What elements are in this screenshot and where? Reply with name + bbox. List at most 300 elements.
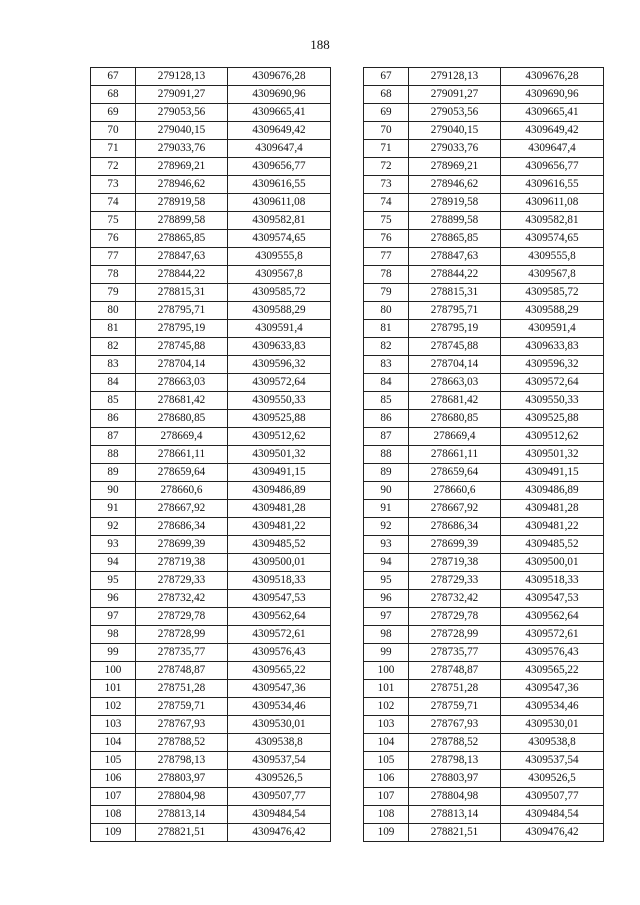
x-coordinate-cell: 278681,42	[136, 392, 228, 410]
y-coordinate-cell: 4309572,61	[501, 626, 604, 644]
point-number-cell: 76	[91, 230, 136, 248]
y-coordinate-cell: 4309501,32	[501, 446, 604, 464]
y-coordinate-cell: 4309567,8	[228, 266, 331, 284]
table-row	[91, 176, 331, 194]
point-number-cell: 91	[364, 500, 409, 518]
table-row	[91, 302, 331, 320]
x-coordinate-cell: 278704,14	[136, 356, 228, 374]
table-row	[364, 104, 604, 122]
point-number-cell: 92	[364, 518, 409, 536]
x-coordinate-cell: 278865,85	[409, 230, 501, 248]
x-coordinate-cell: 278788,52	[409, 734, 501, 752]
y-coordinate-cell: 4309656,77	[501, 158, 604, 176]
x-coordinate-cell: 278946,62	[409, 176, 501, 194]
x-coordinate-cell: 278663,03	[136, 374, 228, 392]
y-coordinate-cell: 4309484,54	[501, 806, 604, 824]
table-row	[91, 716, 331, 734]
x-coordinate-cell: 278759,71	[136, 698, 228, 716]
table-row	[91, 752, 331, 770]
table-row	[364, 158, 604, 176]
x-coordinate-cell: 278728,99	[409, 626, 501, 644]
y-coordinate-cell: 4309562,64	[228, 608, 331, 626]
point-number-cell: 75	[364, 212, 409, 230]
point-number-cell: 78	[364, 266, 409, 284]
y-coordinate-cell: 4309512,62	[228, 428, 331, 446]
table-row	[364, 446, 604, 464]
table-row	[364, 374, 604, 392]
x-coordinate-cell: 278946,62	[136, 176, 228, 194]
x-coordinate-cell: 278815,31	[409, 284, 501, 302]
y-coordinate-cell: 4309616,55	[228, 176, 331, 194]
table-row	[91, 68, 331, 86]
table-row	[91, 104, 331, 122]
y-coordinate-cell: 4309486,89	[228, 482, 331, 500]
table-row	[364, 572, 604, 590]
table-row	[91, 356, 331, 374]
x-coordinate-cell: 278803,97	[409, 770, 501, 788]
y-coordinate-cell: 4309550,33	[501, 392, 604, 410]
x-coordinate-cell: 278745,88	[409, 338, 501, 356]
y-coordinate-cell: 4309596,32	[228, 356, 331, 374]
x-coordinate-cell: 278795,19	[136, 320, 228, 338]
point-number-cell: 97	[364, 608, 409, 626]
x-coordinate-cell: 278813,14	[136, 806, 228, 824]
x-coordinate-cell: 278821,51	[409, 824, 501, 842]
point-number-cell: 78	[91, 266, 136, 284]
y-coordinate-cell: 4309555,8	[501, 248, 604, 266]
point-number-cell: 77	[364, 248, 409, 266]
table-row	[364, 680, 604, 698]
table-row	[364, 464, 604, 482]
x-coordinate-cell: 278865,85	[136, 230, 228, 248]
table-row	[91, 590, 331, 608]
x-coordinate-cell: 278767,93	[409, 716, 501, 734]
table-row	[91, 500, 331, 518]
table-row	[91, 212, 331, 230]
point-number-cell: 70	[364, 122, 409, 140]
point-number-cell: 84	[91, 374, 136, 392]
point-number-cell: 80	[364, 302, 409, 320]
point-number-cell: 89	[364, 464, 409, 482]
point-number-cell: 99	[364, 644, 409, 662]
y-coordinate-cell: 4309537,54	[228, 752, 331, 770]
y-coordinate-cell: 4309547,53	[501, 590, 604, 608]
point-number-cell: 88	[91, 446, 136, 464]
table-row	[91, 248, 331, 266]
x-coordinate-cell: 278759,71	[409, 698, 501, 716]
x-coordinate-cell: 278680,85	[136, 410, 228, 428]
x-coordinate-cell: 279128,13	[136, 68, 228, 86]
point-number-cell: 99	[91, 644, 136, 662]
table-row	[364, 176, 604, 194]
point-number-cell: 101	[91, 680, 136, 698]
x-coordinate-cell: 278659,64	[136, 464, 228, 482]
point-number-cell: 109	[91, 824, 136, 842]
point-number-cell: 73	[364, 176, 409, 194]
point-number-cell: 83	[364, 356, 409, 374]
point-number-cell: 85	[91, 392, 136, 410]
y-coordinate-cell: 4309647,4	[501, 140, 604, 158]
table-row	[91, 644, 331, 662]
coordinate-table-right	[363, 67, 604, 842]
y-coordinate-cell: 4309500,01	[228, 554, 331, 572]
table-row	[91, 446, 331, 464]
point-number-cell: 107	[91, 788, 136, 806]
x-coordinate-cell: 278804,98	[136, 788, 228, 806]
x-coordinate-cell: 279053,56	[409, 104, 501, 122]
point-number-cell: 69	[91, 104, 136, 122]
table-row	[364, 734, 604, 752]
x-coordinate-cell: 278969,21	[136, 158, 228, 176]
y-coordinate-cell: 4309538,8	[228, 734, 331, 752]
point-number-cell: 87	[91, 428, 136, 446]
point-number-cell: 83	[91, 356, 136, 374]
point-number-cell: 68	[364, 86, 409, 104]
y-coordinate-cell: 4309481,28	[501, 500, 604, 518]
y-coordinate-cell: 4309526,5	[228, 770, 331, 788]
point-number-cell: 69	[364, 104, 409, 122]
table-row	[91, 482, 331, 500]
y-coordinate-cell: 4309585,72	[501, 284, 604, 302]
y-coordinate-cell: 4309582,81	[501, 212, 604, 230]
point-number-cell: 90	[91, 482, 136, 500]
table-row	[91, 536, 331, 554]
point-number-cell: 94	[91, 554, 136, 572]
table-row	[364, 752, 604, 770]
x-coordinate-cell: 278844,22	[136, 266, 228, 284]
y-coordinate-cell: 4309491,15	[501, 464, 604, 482]
y-coordinate-cell: 4309588,29	[501, 302, 604, 320]
y-coordinate-cell: 4309647,4	[228, 140, 331, 158]
y-coordinate-cell: 4309611,08	[501, 194, 604, 212]
table-row	[91, 392, 331, 410]
table-row	[91, 680, 331, 698]
table-row	[91, 788, 331, 806]
x-coordinate-cell: 278844,22	[409, 266, 501, 284]
y-coordinate-cell: 4309572,64	[501, 374, 604, 392]
y-coordinate-cell: 4309481,22	[228, 518, 331, 536]
point-number-cell: 106	[364, 770, 409, 788]
table-row	[91, 158, 331, 176]
point-number-cell: 94	[364, 554, 409, 572]
table-row	[364, 140, 604, 158]
table-row	[364, 806, 604, 824]
y-coordinate-cell: 4309550,33	[228, 392, 331, 410]
x-coordinate-cell: 279033,76	[409, 140, 501, 158]
y-coordinate-cell: 4309690,96	[501, 86, 604, 104]
x-coordinate-cell: 278813,14	[409, 806, 501, 824]
y-coordinate-cell: 4309574,65	[501, 230, 604, 248]
x-coordinate-cell: 278667,92	[136, 500, 228, 518]
table-row	[91, 266, 331, 284]
x-coordinate-cell: 278969,21	[409, 158, 501, 176]
point-number-cell: 82	[364, 338, 409, 356]
table-row	[91, 194, 331, 212]
y-coordinate-cell: 4309588,29	[228, 302, 331, 320]
point-number-cell: 77	[91, 248, 136, 266]
point-number-cell: 73	[91, 176, 136, 194]
table-row	[91, 428, 331, 446]
point-number-cell: 72	[364, 158, 409, 176]
point-number-cell: 100	[364, 662, 409, 680]
point-number-cell: 98	[364, 626, 409, 644]
table-row	[91, 824, 331, 842]
x-coordinate-cell: 278751,28	[136, 680, 228, 698]
point-number-cell: 81	[91, 320, 136, 338]
table-row	[364, 320, 604, 338]
x-coordinate-cell: 278745,88	[136, 338, 228, 356]
point-number-cell: 74	[91, 194, 136, 212]
x-coordinate-cell: 279091,27	[409, 86, 501, 104]
table-row	[364, 788, 604, 806]
table-row	[91, 698, 331, 716]
table-row	[91, 464, 331, 482]
coordinate-table-left-body	[91, 68, 331, 842]
x-coordinate-cell: 278919,58	[136, 194, 228, 212]
y-coordinate-cell: 4309507,77	[501, 788, 604, 806]
point-number-cell: 86	[364, 410, 409, 428]
table-row	[364, 248, 604, 266]
point-number-cell: 67	[91, 68, 136, 86]
y-coordinate-cell: 4309565,22	[501, 662, 604, 680]
point-number-cell: 85	[364, 392, 409, 410]
table-row	[364, 608, 604, 626]
point-number-cell: 96	[364, 590, 409, 608]
y-coordinate-cell: 4309665,41	[228, 104, 331, 122]
x-coordinate-cell: 278729,78	[136, 608, 228, 626]
x-coordinate-cell: 278719,38	[136, 554, 228, 572]
table-row	[364, 428, 604, 446]
point-number-cell: 102	[91, 698, 136, 716]
x-coordinate-cell: 279053,56	[136, 104, 228, 122]
table-row	[91, 662, 331, 680]
table-row	[364, 410, 604, 428]
y-coordinate-cell: 4309574,65	[228, 230, 331, 248]
x-coordinate-cell: 278704,14	[409, 356, 501, 374]
point-number-cell: 103	[91, 716, 136, 734]
table-row	[364, 590, 604, 608]
coordinate-table-left	[90, 67, 331, 842]
table-row	[91, 122, 331, 140]
y-coordinate-cell: 4309611,08	[228, 194, 331, 212]
y-coordinate-cell: 4309485,52	[228, 536, 331, 554]
point-number-cell: 105	[364, 752, 409, 770]
x-coordinate-cell: 278729,33	[409, 572, 501, 590]
x-coordinate-cell: 278735,77	[136, 644, 228, 662]
y-coordinate-cell: 4309591,4	[228, 320, 331, 338]
point-number-cell: 97	[91, 608, 136, 626]
point-number-cell: 67	[364, 68, 409, 86]
point-number-cell: 81	[364, 320, 409, 338]
point-number-cell: 93	[91, 536, 136, 554]
point-number-cell: 89	[91, 464, 136, 482]
x-coordinate-cell: 278919,58	[409, 194, 501, 212]
y-coordinate-cell: 4309538,8	[501, 734, 604, 752]
y-coordinate-cell: 4309555,8	[228, 248, 331, 266]
x-coordinate-cell: 279040,15	[136, 122, 228, 140]
point-number-cell: 98	[91, 626, 136, 644]
x-coordinate-cell: 278803,97	[136, 770, 228, 788]
x-coordinate-cell: 278667,92	[409, 500, 501, 518]
y-coordinate-cell: 4309491,15	[228, 464, 331, 482]
x-coordinate-cell: 278798,13	[136, 752, 228, 770]
x-coordinate-cell: 278751,28	[409, 680, 501, 698]
table-row	[364, 500, 604, 518]
point-number-cell: 103	[364, 716, 409, 734]
point-number-cell: 106	[91, 770, 136, 788]
table-row	[364, 662, 604, 680]
y-coordinate-cell: 4309500,01	[501, 554, 604, 572]
y-coordinate-cell: 4309476,42	[501, 824, 604, 842]
y-coordinate-cell: 4309518,33	[501, 572, 604, 590]
y-coordinate-cell: 4309534,46	[228, 698, 331, 716]
y-coordinate-cell: 4309582,81	[228, 212, 331, 230]
x-coordinate-cell: 279128,13	[409, 68, 501, 86]
x-coordinate-cell: 278732,42	[409, 590, 501, 608]
x-coordinate-cell: 278660,6	[409, 482, 501, 500]
y-coordinate-cell: 4309585,72	[228, 284, 331, 302]
x-coordinate-cell: 278795,19	[409, 320, 501, 338]
y-coordinate-cell: 4309656,77	[228, 158, 331, 176]
x-coordinate-cell: 278669,4	[136, 428, 228, 446]
y-coordinate-cell: 4309649,42	[501, 122, 604, 140]
x-coordinate-cell: 278847,63	[136, 248, 228, 266]
y-coordinate-cell: 4309530,01	[501, 716, 604, 734]
table-row	[364, 482, 604, 500]
table-row	[364, 554, 604, 572]
point-number-cell: 108	[91, 806, 136, 824]
y-coordinate-cell: 4309591,4	[501, 320, 604, 338]
table-row	[364, 824, 604, 842]
y-coordinate-cell: 4309547,36	[228, 680, 331, 698]
point-number-cell: 87	[364, 428, 409, 446]
table-row	[91, 230, 331, 248]
x-coordinate-cell: 278899,58	[136, 212, 228, 230]
x-coordinate-cell: 278847,63	[409, 248, 501, 266]
table-row	[364, 536, 604, 554]
point-number-cell: 101	[364, 680, 409, 698]
point-number-cell: 75	[91, 212, 136, 230]
table-row	[364, 698, 604, 716]
y-coordinate-cell: 4309507,77	[228, 788, 331, 806]
point-number-cell: 72	[91, 158, 136, 176]
table-row	[91, 140, 331, 158]
y-coordinate-cell: 4309486,89	[501, 482, 604, 500]
x-coordinate-cell: 278732,42	[136, 590, 228, 608]
y-coordinate-cell: 4309576,43	[501, 644, 604, 662]
table-row	[364, 212, 604, 230]
point-number-cell: 74	[364, 194, 409, 212]
x-coordinate-cell: 279033,76	[136, 140, 228, 158]
table-row	[364, 518, 604, 536]
y-coordinate-cell: 4309484,54	[228, 806, 331, 824]
y-coordinate-cell: 4309690,96	[228, 86, 331, 104]
x-coordinate-cell: 278798,13	[409, 752, 501, 770]
x-coordinate-cell: 278659,64	[409, 464, 501, 482]
table-row	[91, 284, 331, 302]
x-coordinate-cell: 278795,71	[409, 302, 501, 320]
y-coordinate-cell: 4309525,88	[228, 410, 331, 428]
x-coordinate-cell: 278661,11	[409, 446, 501, 464]
y-coordinate-cell: 4309572,61	[228, 626, 331, 644]
y-coordinate-cell: 4309512,62	[501, 428, 604, 446]
point-number-cell: 96	[91, 590, 136, 608]
table-row	[91, 572, 331, 590]
point-number-cell: 92	[91, 518, 136, 536]
point-number-cell: 76	[364, 230, 409, 248]
point-number-cell: 90	[364, 482, 409, 500]
x-coordinate-cell: 278748,87	[409, 662, 501, 680]
y-coordinate-cell: 4309526,5	[501, 770, 604, 788]
point-number-cell: 104	[91, 734, 136, 752]
table-row	[364, 284, 604, 302]
x-coordinate-cell: 279091,27	[136, 86, 228, 104]
y-coordinate-cell: 4309562,64	[501, 608, 604, 626]
x-coordinate-cell: 278660,6	[136, 482, 228, 500]
table-row	[91, 770, 331, 788]
table-row	[91, 806, 331, 824]
y-coordinate-cell: 4309501,32	[228, 446, 331, 464]
y-coordinate-cell: 4309530,01	[228, 716, 331, 734]
x-coordinate-cell: 278669,4	[409, 428, 501, 446]
y-coordinate-cell: 4309576,43	[228, 644, 331, 662]
table-row	[364, 392, 604, 410]
y-coordinate-cell: 4309596,32	[501, 356, 604, 374]
x-coordinate-cell: 278821,51	[136, 824, 228, 842]
point-number-cell: 104	[364, 734, 409, 752]
point-number-cell: 102	[364, 698, 409, 716]
point-number-cell: 70	[91, 122, 136, 140]
x-coordinate-cell: 278680,85	[409, 410, 501, 428]
x-coordinate-cell: 278767,93	[136, 716, 228, 734]
table-row	[364, 122, 604, 140]
point-number-cell: 105	[91, 752, 136, 770]
table-row	[364, 338, 604, 356]
table-row	[91, 410, 331, 428]
table-row	[91, 734, 331, 752]
x-coordinate-cell: 278795,71	[136, 302, 228, 320]
table-row	[91, 626, 331, 644]
point-number-cell: 95	[91, 572, 136, 590]
coordinate-table-right-body	[364, 68, 604, 842]
y-coordinate-cell: 4309649,42	[228, 122, 331, 140]
y-coordinate-cell: 4309476,42	[228, 824, 331, 842]
x-coordinate-cell: 278815,31	[136, 284, 228, 302]
table-row	[91, 518, 331, 536]
y-coordinate-cell: 4309485,52	[501, 536, 604, 554]
y-coordinate-cell: 4309565,22	[228, 662, 331, 680]
point-number-cell: 71	[91, 140, 136, 158]
y-coordinate-cell: 4309633,83	[228, 338, 331, 356]
table-row	[364, 302, 604, 320]
point-number-cell: 71	[364, 140, 409, 158]
y-coordinate-cell: 4309534,46	[501, 698, 604, 716]
point-number-cell: 100	[91, 662, 136, 680]
table-row	[91, 320, 331, 338]
x-coordinate-cell: 278719,38	[409, 554, 501, 572]
point-number-cell: 109	[364, 824, 409, 842]
x-coordinate-cell: 278735,77	[409, 644, 501, 662]
point-number-cell: 93	[364, 536, 409, 554]
table-row	[364, 770, 604, 788]
x-coordinate-cell: 279040,15	[409, 122, 501, 140]
y-coordinate-cell: 4309481,22	[501, 518, 604, 536]
point-number-cell: 88	[364, 446, 409, 464]
table-row	[364, 68, 604, 86]
x-coordinate-cell: 278663,03	[409, 374, 501, 392]
table-row	[364, 86, 604, 104]
table-row	[364, 626, 604, 644]
